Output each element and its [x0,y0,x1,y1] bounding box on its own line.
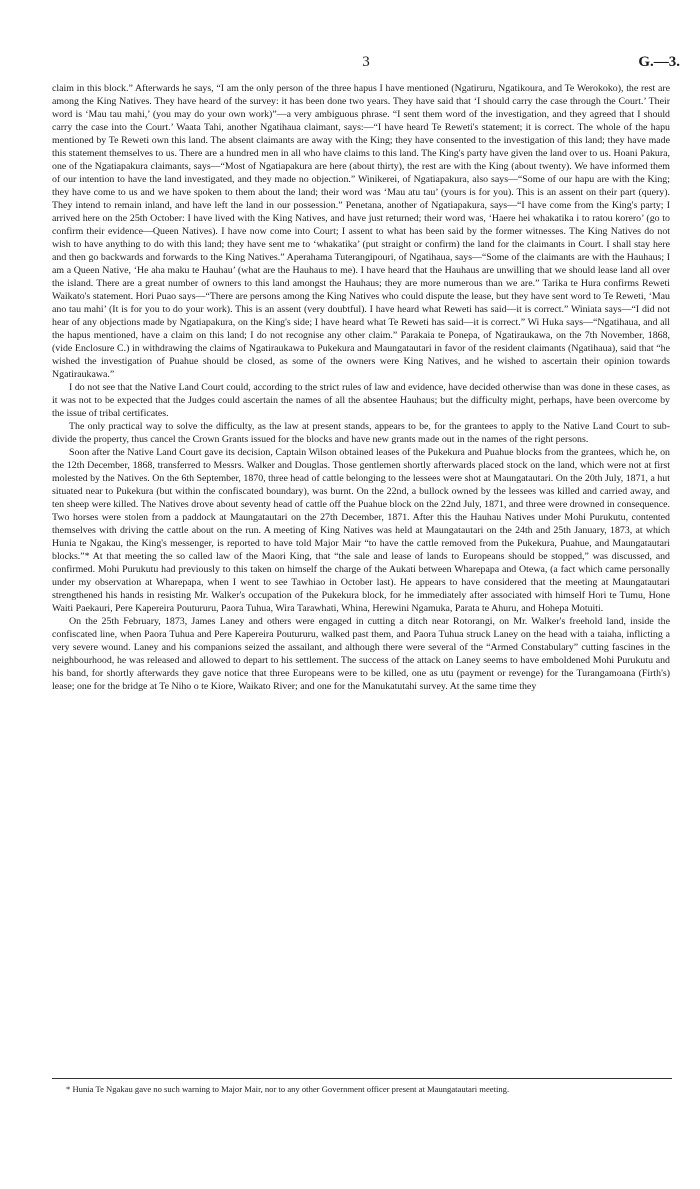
paragraph-1: claim in this block.” Afterwards he says, “I am the only person of the three hapus I have mentioned (Ngatiruru, Ngatikoura, and Te Werokoko), the rest are among the King Natives. They have heard of the survey: it has been done two years. They have said that ‘I should carry the case through the Court.’ Their word is ‘Mau tau mahi,’ (you may do your own work)”—a very ambiguous phrase. “I sent them word of the investigation, and they agreed that I should carry the case into the Court.’ Waata Tahi, another Ngatihaua claimant, says:—“I have heard Te Reweti's statement; it is correct. The whole of the hapu mentioned by Te Reweti own this land. The absent claimants are away with the King; they have consented to the investigation of this land; they have made this statement themselves to us. There are a hundred men in all who have claims to this land. The King's party have given the land over to us. Hoani Pakura, one of the Ngatiapakura claimants, says—“Most of Ngatiapakura are here (about thirty), the rest are with the King (about twenty). We have informed them of our intention to have the land investigated, and they made no objection.” Winikerei, of Ngatiapakura, also says—“Some of our hapu are with the King; they have come to us and we have spoken to them about the land; their word was ‘Mau atu tau’ (yours is for you). This is an assent on their part (query). They intend to remain inland, and have left the land in our possession.” Penetana, another of Ngatiapakura, says—“I have come from the King's party; I arrived here on the 25th October: I have lived with the King Natives, and have just returned; their word was, ‘Haere hei whakatika i to ratou korero’ (go to confirm their evidence—Queen Natives). I have now come into Court; I assent to what has been said by the former witnesses. The King Natives do not wish to have anything to do with this land; they have sent me to ‘whakatika’ (put straight or confirm) the land for the claimants in Court. I shall stay here and then go backwards and forwards to the King Natives.” Aperahama Tuterangipouri, of Ngatihaua, says—“Some of the claimants are with the Hauhaus; I am a Queen Native, ‘He aha maku te Hauhau’ (what are the Hauhaus to me). I have heard that the Hauhaus are unwilling that we should lease land all over the island. There are a great number of owners to this land amongst the Hauhaus; they are more numerous than we are.” Tarika te Hura confirms Reweti Waikato's statement. Hori Puao says—“There are persons among the King Natives who could dispute the lease, but they have sent word to Te Reweti, ‘Mau ano tau mahi’ (It is for you to do your work). This is an assent (very doubtful). I have heard what Reweti has said—it is correct.” Winiata says—“I did not hear of any objections made by Ngatiapakura, on the King's side; I have heard what Te Reweti has said—it is correct.” Wi Huka says—“Ngatihaua, and all the hapus mentioned, have a claim on this land; I do not recognise any other claim.” Parakaia te Ponepa, of Ngatiraukawa, on the 7th November, 1868, (vide Enclosure C.) in withdrawing the claims of Ngatiraukawa to Pukekura and Maungatautari in favor of the resident claimants (Ngatihaua), said that “he wished the investigation of Puahue should be closed, as some of the owners were King Natives, and he wished to ascertain their opinion towards Ngatiraukawa.” [52,83,670,380]
footnote-text: * Hunia Te Ngakau gave no such warning to Major Mair, nor to any other Government officer present at Maungatautari meeting. [66,1084,510,1094]
document-reference: G.—3. [638,54,680,70]
page-header [52,54,680,76]
page-number: 3 [362,54,370,70]
footnote-divider [52,1078,672,1079]
paragraph-3: The only practical way to solve the difficulty, as the law at present stands, appears to be, for the grantees to apply to the Native Land Court to sub-divide the property, thus cancel the Crown Grants issued for the blocks and have new grants made out in the names of the right persons. [52,421,670,445]
paragraph-5: On the 25th February, 1873, James Laney and others were engaged in cutting a ditch near Rotorangi, on Mr. Walker's freehold land, inside the confiscated line, when Paora Tuhua and Pere Kapereira Poutururu, walked past them, and Paora Tuhua struck Laney on the head with a taiaha, inflicting a very severe wound. Laney and his companions seized the assailant, and although there were several of the “Armed Constabulary” cutting fascines in the neighbourhood, he was released and allowed to depart to his settlement. The success of the attack on Laney seems to have emboldened Mohi Purukutu and his band, for shortly afterwards they gave notice that three Europeans were to be killed, one as utu (payment or revenge) for the Turangamoana (Firth's) lease; one for the bridge at Te Niho o te Kiore, Waikato River; and one for the Manukatutahi survey. At the same time they [52,616,670,692]
paragraph-4: Soon after the Native Land Court gave its decision, Captain Wilson obtained leases of the Pukekura and Puahue blocks from the grantees, which he, on the 12th December, 1868, transferred to Messrs. Walker and Douglas. Those gentlemen shortly afterwards placed stock on the land, which were not at first molested by the Natives. On the 6th September, 1870, three head of cattle belonging to the lessees were shot at Maungatautari. On the 20th July, 1871, a hut situated near to Pukekura (but within the confiscated boundary), was burnt. On the 22nd, a bullock owned by the lessees was killed and carried away, and ten sheep were killed. The Natives drove about seventy head of cattle off the Puahue block on the 22nd July, 1871, and three were drowned in consequence. Two horses were stolen from a paddock at Maungatautari on the 27th December, 1871. After this the Hauhau Natives under Mohi Purukutu, contented themselves with driving the cattle about on the run. A meeting of King Natives was held at Maungatautari on the 24th and 25th January, 1873, at which Hunia te Ngakau, the King's messenger, is reported to have told Major Mair “to have the cattle removed from the Pukekura, Puahue, and Maungatautari blocks.”* At that meeting the so called law of the Maori King, that “the sale and lease of lands to Europeans should be stopped,” was discussed, and confirmed. Mohi Purukutu had previously to this taken on himself the charge of the Aukati between Wharepapa and Otewa, (a fact which came personally under my observation at Wharepapa, when I went to see Tawhiao in October last). He appears to have considered that the meeting at Maungatautari strengthened his hands in resisting Mr. Walker's occupation of the Pukekura block, for he immediately after associated with himself Hori te Tumu, Hone Waiti Paekauri, Pere Kapereira Poutururu, Paora Tuhua, Wira Tarawhati, Whina, Herewini Ngamuka, Parata te Ahuru, and Hohepa Motuiti. [52,447,670,614]
paragraph-2: I do not see that the Native Land Court could, according to the strict rules of law and evidence, have decided otherwise than was done in these cases, as it was not to be expected that the Judges could ascertain the names of all the absentee Hauhaus; but the difficulty might, perhaps, have been overcome by the issue of tribal certificates. [52,382,670,419]
footnote [52,1083,670,1095]
body-text [52,82,670,693]
